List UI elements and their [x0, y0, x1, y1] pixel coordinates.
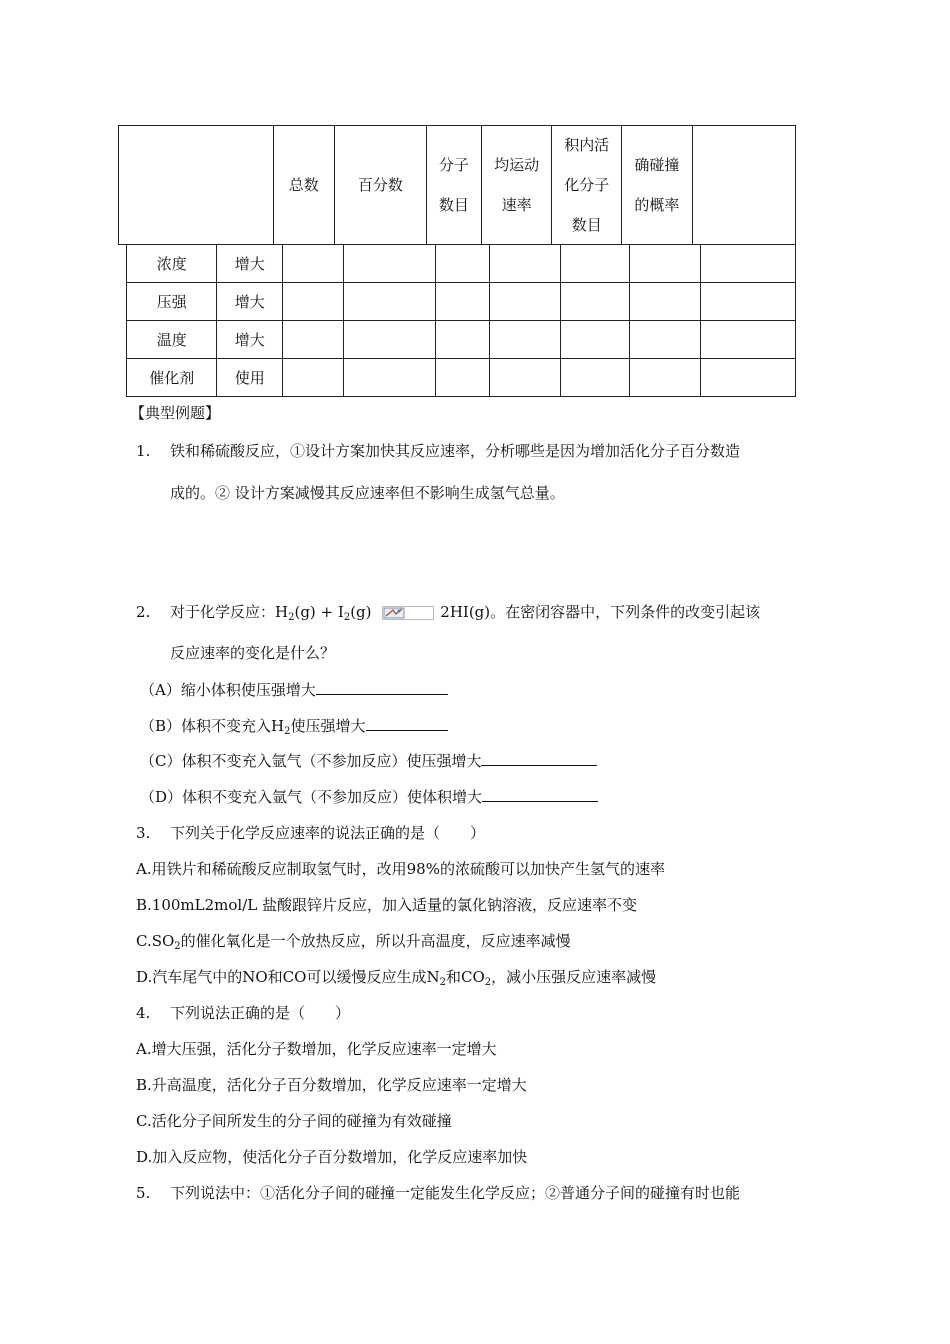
cell — [700, 245, 795, 283]
q4-option-d: D.加入反应物，使活化分子百分数增加，化学反应速率加快 — [136, 1148, 528, 1166]
cell — [700, 359, 795, 397]
option-b — [140, 715, 448, 737]
q3-option-d — [136, 966, 656, 988]
table-row — [127, 359, 796, 397]
row-factor: 压强 — [127, 283, 217, 321]
q4-option-c: C.活化分子间所发生的分子间的碰撞为有效碰撞 — [136, 1112, 452, 1130]
cell — [435, 245, 490, 283]
equilibrium-arrow-icon — [382, 606, 434, 624]
option-text: 使压强增大 — [290, 717, 366, 735]
header-total — [273, 126, 334, 245]
header-percent — [334, 126, 426, 245]
option-text: （C）体积不变充入氩气（不参加反应）使压强增大 — [140, 752, 482, 770]
factor-table-header — [118, 125, 796, 245]
factor-table-body — [126, 244, 796, 397]
cell — [490, 245, 560, 283]
header-line: 积内活 — [564, 136, 610, 154]
question-number: 2. — [136, 603, 151, 621]
option-text: 和CO — [445, 968, 485, 986]
question-text: 下列关于化学反应速率的说法正确的是（ ） — [170, 824, 486, 842]
cell — [490, 283, 560, 321]
formula-text: (g) — [350, 603, 372, 621]
question-text: 下列说法正确的是（ ） — [170, 1004, 351, 1022]
option-text: （B）体积不变充入H — [140, 717, 285, 735]
option-a — [140, 679, 448, 700]
question-2-line2: 反应速率的变化是什么？ — [170, 644, 336, 662]
question-text: 2HI(g)。在密闭容器中，下列条件的改变引起该 — [440, 603, 761, 621]
row-change: 使用 — [217, 359, 283, 397]
table-row — [127, 245, 796, 283]
cell — [283, 245, 344, 283]
row-change: 增大 — [217, 245, 283, 283]
cell — [490, 321, 560, 359]
cell — [700, 283, 795, 321]
cell — [560, 245, 629, 283]
subscript: 2 — [439, 977, 446, 988]
cell — [435, 359, 490, 397]
row-factor: 温度 — [127, 321, 217, 359]
cell — [700, 321, 795, 359]
header-total-text: 总数 — [288, 176, 319, 194]
question-1 — [136, 440, 740, 461]
cell — [630, 283, 700, 321]
answer-blank[interactable] — [366, 716, 448, 731]
option-text: ，减小压强反应速率减慢 — [491, 968, 657, 986]
row-factor: 浓度 — [127, 245, 217, 283]
formula-text: (g) + I — [294, 603, 344, 621]
cell — [560, 359, 629, 397]
row-change: 增大 — [217, 321, 283, 359]
option-text: D.汽车尾气中的NO和CO可以缓慢反应生成N — [136, 968, 440, 986]
row-change: 增大 — [217, 283, 283, 321]
cell — [435, 321, 490, 359]
header-line: 的概率 — [634, 196, 680, 214]
q3-option-b: B.100mL2mol/L 盐酸跟锌片反应，加入适量的氯化钠溶液，反应速率不变 — [136, 896, 637, 914]
header-molecule-count — [427, 126, 482, 245]
question-2 — [136, 601, 760, 624]
header-percent-text: 百分数 — [357, 176, 403, 194]
question-text: 下列说法中：①活化分子间的碰撞一定能发生化学反应；②普通分子间的碰撞有时也能 — [170, 1184, 741, 1202]
answer-blank[interactable] — [316, 680, 448, 695]
question-5 — [136, 1182, 740, 1203]
q3-option-a: A.用铁片和稀硫酸反应制取氢气时，改用98%的浓硫酸可以加快产生氢气的速率 — [136, 860, 665, 878]
question-number: 4. — [136, 1004, 151, 1022]
cell — [560, 283, 629, 321]
cell — [343, 283, 435, 321]
option-text: C.SO — [136, 932, 175, 950]
cell — [630, 321, 700, 359]
table-row — [127, 321, 796, 359]
q3-option-c — [136, 930, 571, 952]
cell — [435, 283, 490, 321]
header-avg-speed — [481, 126, 552, 245]
formula-text: 对于化学反应：H — [170, 603, 289, 621]
header-line: 分子 — [438, 156, 469, 174]
question-number: 1. — [136, 442, 151, 460]
q4-option-a: A.增大压强，活化分子数增加，化学反应速率一定增大 — [136, 1040, 497, 1058]
cell — [343, 245, 435, 283]
q4-option-b: B.升高温度，活化分子百分数增加，化学反应速率一定增大 — [136, 1076, 527, 1094]
question-1-line2: 成的。② 设计方案减慢其反应速率但不影响生成氢气总量。 — [170, 484, 565, 502]
cell — [630, 359, 700, 397]
section-title: 【典型例题】 — [130, 404, 221, 422]
option-d — [140, 786, 598, 807]
cell — [490, 359, 560, 397]
header-line: 速率 — [501, 196, 532, 214]
table-row — [127, 283, 796, 321]
option-c — [140, 750, 597, 771]
header-cell-blank — [119, 126, 274, 245]
row-factor: 催化剂 — [127, 359, 217, 397]
subscript: 2 — [288, 612, 295, 623]
cell — [343, 321, 435, 359]
cell — [283, 359, 344, 397]
question-number: 5. — [136, 1184, 151, 1202]
subscript: 2 — [343, 612, 351, 623]
header-cell-blank-end — [692, 126, 795, 245]
option-text: 的催化氧化是一个放热反应，所以升高温度，反应速率减慢 — [180, 932, 571, 950]
cell — [343, 359, 435, 397]
cell — [560, 321, 629, 359]
subscript: 2 — [284, 726, 291, 737]
cell — [283, 283, 344, 321]
header-collision-probability — [622, 126, 693, 245]
question-4 — [136, 1002, 350, 1023]
subscript: 2 — [484, 977, 492, 988]
header-line: 化分子 — [564, 176, 610, 194]
header-line: 确碰撞 — [634, 156, 680, 174]
option-text: （D）体积不变充入氩气（不参加反应）使体积增大 — [140, 788, 483, 806]
question-3 — [136, 822, 485, 843]
header-line: 数目 — [571, 216, 602, 234]
option-text: （A）缩小体积使压强增大 — [140, 681, 316, 699]
question-number: 3. — [136, 824, 151, 842]
header-line: 数目 — [438, 196, 469, 214]
cell — [283, 321, 344, 359]
answer-blank[interactable] — [481, 751, 597, 766]
answer-blank[interactable] — [482, 787, 598, 802]
cell — [630, 245, 700, 283]
header-activated-molecules — [552, 126, 622, 245]
question-text: 铁和稀硫酸反应，①设计方案加快其反应速率，分析哪些是因为增加活化分子百分数造 — [170, 442, 741, 460]
header-line: 均运动 — [494, 156, 540, 174]
subscript: 2 — [174, 941, 181, 952]
